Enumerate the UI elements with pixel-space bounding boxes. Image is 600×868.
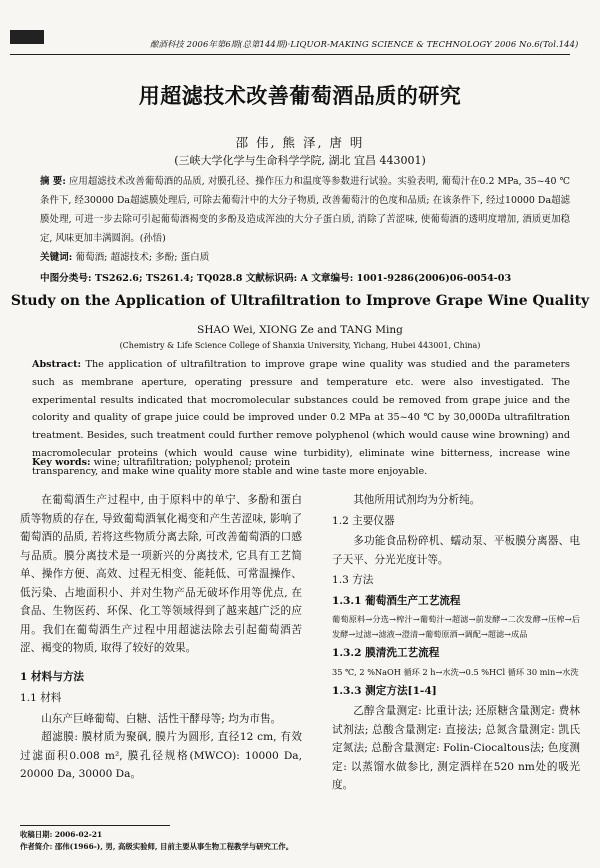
author-bio: 作者简介: 邵伟(1966-), 男, 高级实验师, 目前主要从事生物工程教学与研究工作。 <box>20 842 294 851</box>
subsection-heading-1-3-2: 1.3.2 膜清洗工艺流程 <box>332 647 440 659</box>
chinese-keywords <box>40 249 570 263</box>
production-flow: 葡萄原料→分选→榨汁→葡萄汁→超滤→前发酵→二次发酵→压榨→后发酵→过滤→滤液→澄清→葡萄原酒→调配→超滤→成品 <box>332 614 580 639</box>
english-keywords-label: Key words: <box>32 457 91 468</box>
body-left-column <box>20 491 302 784</box>
section-heading-1: 1 材料与方法 <box>20 670 85 683</box>
english-keywords-text: wine; ultrafiltration; polyphenol; protein <box>93 457 291 468</box>
chinese-abstract-text: 应用超滤技术改善葡萄酒的品质, 对膜孔径、操作压力和温度等参数进行试验。实验表明, 葡萄汁在0.2 MPa, 35~40 ℃条件下, 经30000 Da超滤膜处理后, 可除去葡萄汁中的大分子物质, 改善葡萄汁的色度和品质; 在该条件下, 经过10000 Da超滤膜处理, 可进一步去除可引起葡萄酒褐变的多酚及造成浑浊的大分子蛋白质, 消除了苦涩味, 使葡萄酒的透明度增加, 酒质更加稳定, 风味更加丰满圆润。(孙悟) <box>40 176 571 244</box>
methods-paragraph: 乙醇含量测定: 比重计法; 还原糖含量测定: 费林试剂法; 总酸含量测定: 直接法; 总氮含量测定: 凯氏定氮法; 总酚含量测定: Folin-Ciocaltous法; 色度测定: 以蒸馏水做参比, 测定酒样在520 nm处的吸光度。 <box>332 705 580 791</box>
page-corner-mark <box>10 30 44 44</box>
membrane-paragraph: 超滤膜: 膜材质为聚砜, 膜片为圆形, 直径12 cm, 有效过滤面积0.008 m², 膜孔径规格(MWCO): 10000 Da, 20000 Da, 30000 Da。 <box>20 731 302 780</box>
english-authors: SHAO Wei, XIONG Ze and TANG Ming <box>197 324 403 336</box>
footnote <box>20 829 500 853</box>
chinese-keywords-label: 关键词: <box>40 252 73 263</box>
cleaning-flow: 35 ℃, 2 %NaOH 循环 2 h→水洗→0.5 %HCl 循环 30 min→水洗 <box>332 666 579 677</box>
chinese-keywords-text: 葡萄酒; 超滤技术; 多酚; 蛋白质 <box>75 252 210 263</box>
english-abstract-text: The application of ultrafiltration to improve grape wine quality was studied and the parameters such as membrane aperture, operating pressure and temperature etc. were also investigated. The experimental results indicated that mocromolecular substances could be removed from grape juice and the colority and quality of grape juice could be improved under 0.2 MPa at 35~40 ℃ by 30,000Da ultrafiltration treatment. Besides, such treatment could further remove polyphenol (which would cause wine browning) and macromolecular proteins (which would cause wine turbidity), eliminate wine bitterness, increase wine transparency, and make wine quality more stable and wine taste more enjoyable. <box>32 359 570 477</box>
subsection-heading-1-3-1: 1.3.1 葡萄酒生产工艺流程 <box>332 594 461 607</box>
intro-paragraph: 在葡萄酒生产过程中, 由于原料中的单宁、多酚和蛋白质等物质的存在, 导致葡萄酒氧化褐变和产生苦涩味, 影响了葡萄酒的品质, 若将这些物质分离去除, 可改善葡萄酒的口感与品质。膜分离技术是一项新兴的分离技术, 它具有工艺简单、操作方便、高效、过程无相变、能耗低、可常温操作、低污染、占地面积小、并对生物产品无破坏作用等优点, 在食品、生物医药、环保、化工等领域得到了越来越广泛的应用。我们在葡萄酒生产过程中用超滤法除去引起葡萄酒苦涩、褐变的物质, 取得了较好的效果。 <box>20 494 302 654</box>
subsection-heading-1-1: 1.1 材料 <box>20 692 62 704</box>
reagents-paragraph: 其他所用试剂均为分析纯。 <box>353 494 481 506</box>
chinese-title: 用超滤技术改善葡萄酒品质的研究 <box>138 83 462 108</box>
subsection-heading-1-3: 1.3 方法 <box>332 574 374 586</box>
chinese-authors: 邵 伟, 熊 泽, 唐 明 <box>235 135 365 150</box>
english-affiliation: (Chemistry & Life Science College of Shanxia University, Yichang, Hubei 443001, China) <box>119 341 481 350</box>
running-head: 酿酒科技 2006年第6期(总第144期)·LIQUOR-MAKING SCIENCE & TECHNOLOGY 2006 No.6(Tol.144) <box>150 39 579 49</box>
footnote-rule <box>20 825 170 826</box>
received-date: 收稿日期: 2006-02-21 <box>20 830 103 839</box>
classification-line: 中图分类号: TS262.6; TS261.4; TQ028.8 文献标识码: A 文章编号: 1001-9286(2006)06-0054-03 <box>40 273 512 284</box>
chinese-abstract-label: 摘 要: <box>40 176 66 187</box>
english-abstract-label: Abstract: <box>32 359 82 370</box>
chinese-abstract <box>40 172 570 248</box>
chinese-affiliation: (三峡大学化学与生命科学学院, 湖北 宜昌 443001) <box>174 154 426 167</box>
body-right-column <box>332 491 580 795</box>
subsection-heading-1-2: 1.2 主要仪器 <box>332 514 395 527</box>
english-title: Study on the Application of Ultrafiltration to Improve Grape Wine Quality <box>10 293 590 309</box>
english-keywords <box>32 457 570 468</box>
subsection-heading-1-3-3: 1.3.3 测定方法[1-4] <box>332 684 437 697</box>
header-rule <box>10 54 570 55</box>
materials-paragraph: 山东产巨峰葡萄、白糖、活性干酵母等; 均为市售。 <box>41 712 282 725</box>
instruments-paragraph: 多功能食品粉碎机、蠕动泵、平板膜分离器、电子天平、分光光度计等。 <box>332 535 580 566</box>
